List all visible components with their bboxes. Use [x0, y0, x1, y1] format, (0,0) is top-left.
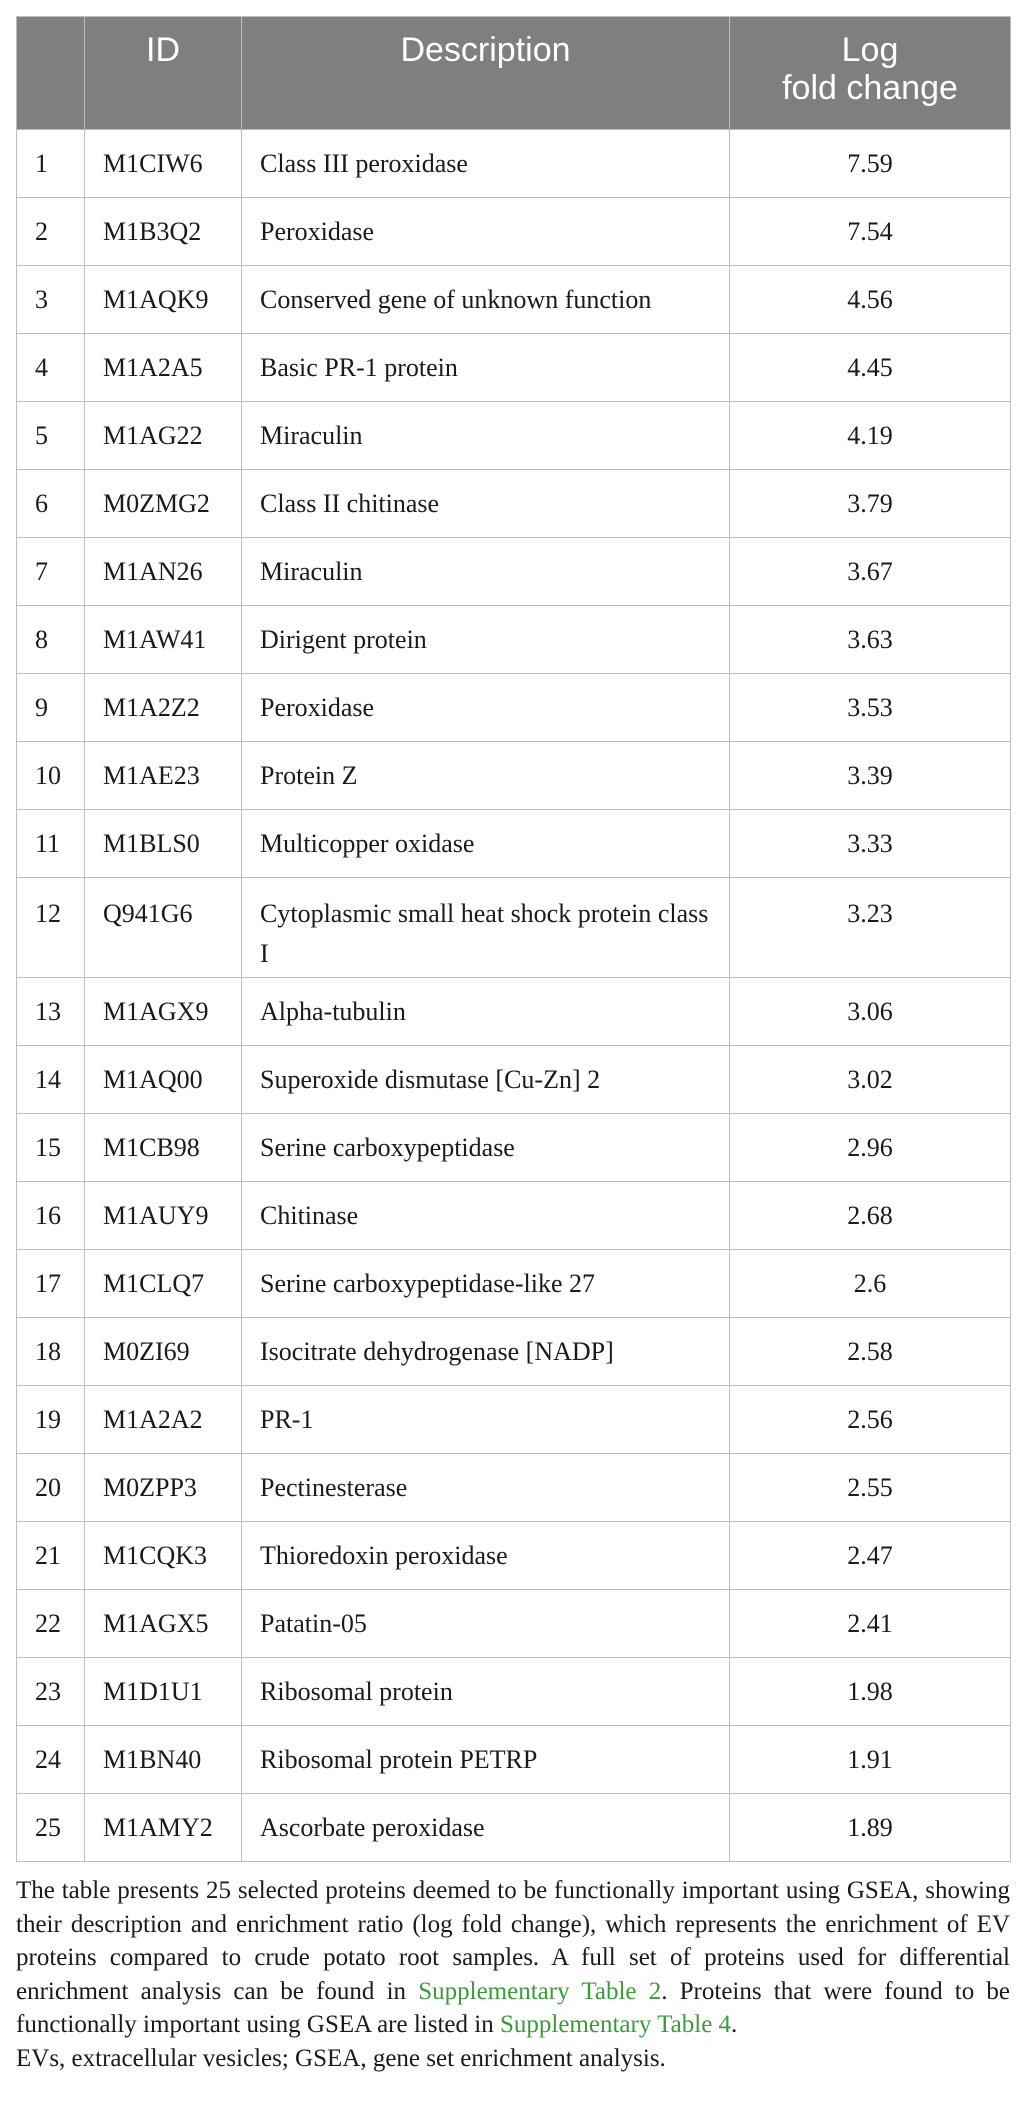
- protein-id: M1AW41: [85, 606, 242, 674]
- protein-description: Miraculin: [242, 538, 730, 606]
- row-index: 2: [17, 198, 85, 266]
- protein-description: Multicopper oxidase: [242, 810, 730, 878]
- protein-id: M0ZMG2: [85, 470, 242, 538]
- table-row: [17, 538, 1011, 606]
- log-fold-change: 3.33: [730, 810, 1011, 878]
- protein-description: Basic PR-1 protein: [242, 334, 730, 402]
- table-row: [17, 334, 1011, 402]
- log-fold-change: 3.79: [730, 470, 1011, 538]
- row-index: 3: [17, 266, 85, 334]
- caption-text: [16, 1874, 1010, 2042]
- row-index: 19: [17, 1386, 85, 1454]
- row-index: 18: [17, 1318, 85, 1386]
- log-fold-change: 7.54: [730, 198, 1011, 266]
- protein-table: [16, 16, 1011, 1862]
- table-row: [17, 606, 1011, 674]
- table-row: [17, 130, 1011, 198]
- table-row: [17, 1794, 1011, 1862]
- table-container: [16, 16, 1010, 2075]
- row-index: 8: [17, 606, 85, 674]
- protein-id: M1A2Z2: [85, 674, 242, 742]
- protein-id: M1B3Q2: [85, 198, 242, 266]
- table-row: [17, 1250, 1011, 1318]
- table-row: [17, 878, 1011, 978]
- protein-description: Protein Z: [242, 742, 730, 810]
- table-row: [17, 1454, 1011, 1522]
- protein-description: Superoxide dismutase [Cu-Zn] 2: [242, 1046, 730, 1114]
- log-fold-change: 3.67: [730, 538, 1011, 606]
- protein-id: M1A2A5: [85, 334, 242, 402]
- protein-description: Peroxidase: [242, 674, 730, 742]
- caption-abbreviations: EVs, extracellular vesicles; GSEA, gene set enrichment analysis.: [16, 2044, 666, 2072]
- protein-id: M1AQ00: [85, 1046, 242, 1114]
- protein-id: M1AMY2: [85, 1794, 242, 1862]
- row-index: 23: [17, 1658, 85, 1726]
- protein-id: M1BN40: [85, 1726, 242, 1794]
- table-row: [17, 1318, 1011, 1386]
- protein-description: Cytoplasmic small heat shock protein class I: [242, 878, 730, 978]
- log-fold-change: 4.19: [730, 402, 1011, 470]
- caption-part-2: . Proteins that were found to be functionally important using GSEA are listed in: [16, 1977, 1010, 2038]
- log-fold-change: 3.39: [730, 742, 1011, 810]
- log-fold-change: 3.63: [730, 606, 1011, 674]
- protein-id: M1CIW6: [85, 130, 242, 198]
- protein-description: Isocitrate dehydrogenase [NADP]: [242, 1318, 730, 1386]
- protein-id: M1AN26: [85, 538, 242, 606]
- log-fold-change: 2.41: [730, 1590, 1011, 1658]
- protein-description: Thioredoxin peroxidase: [242, 1522, 730, 1590]
- log-fold-change: 3.02: [730, 1046, 1011, 1114]
- table-row: [17, 1590, 1011, 1658]
- protein-id: M1AGX5: [85, 1590, 242, 1658]
- table-row: [17, 1046, 1011, 1114]
- header-id: ID: [85, 17, 242, 130]
- row-index: 17: [17, 1250, 85, 1318]
- row-index: 14: [17, 1046, 85, 1114]
- protein-description: Peroxidase: [242, 198, 730, 266]
- log-fold-change: 1.89: [730, 1794, 1011, 1862]
- log-fold-change: 2.68: [730, 1182, 1011, 1250]
- protein-description: PR-1: [242, 1386, 730, 1454]
- protein-description: Serine carboxypeptidase-like 27: [242, 1250, 730, 1318]
- row-index: 6: [17, 470, 85, 538]
- table-body: [17, 130, 1011, 1862]
- row-index: 24: [17, 1726, 85, 1794]
- table-row: [17, 810, 1011, 878]
- row-index: 25: [17, 1794, 85, 1862]
- protein-description: Alpha-tubulin: [242, 978, 730, 1046]
- protein-description: Chitinase: [242, 1182, 730, 1250]
- protein-id: M1AQK9: [85, 266, 242, 334]
- protein-id: Q941G6: [85, 878, 242, 978]
- log-fold-change: 2.55: [730, 1454, 1011, 1522]
- supplementary-table-2-link[interactable]: Supplementary Table 2: [418, 1977, 662, 2005]
- log-fold-change: 2.6: [730, 1250, 1011, 1318]
- caption-part-3: .: [731, 2011, 738, 2038]
- protein-description: Pectinesterase: [242, 1454, 730, 1522]
- protein-description: Miraculin: [242, 402, 730, 470]
- protein-description: Ascorbate peroxidase: [242, 1794, 730, 1862]
- table-header-row: [17, 17, 1011, 130]
- table-row: [17, 978, 1011, 1046]
- table-row: [17, 1658, 1011, 1726]
- protein-id: M1AE23: [85, 742, 242, 810]
- log-fold-change: 4.56: [730, 266, 1011, 334]
- protein-id: M1A2A2: [85, 1386, 242, 1454]
- protein-id: M1CLQ7: [85, 1250, 242, 1318]
- table-row: [17, 1386, 1011, 1454]
- table-caption: [16, 1874, 1010, 2075]
- log-fold-change: 3.23: [730, 878, 1011, 978]
- log-fold-change: 7.59: [730, 130, 1011, 198]
- protein-id: M1AUY9: [85, 1182, 242, 1250]
- protein-id: M1CQK3: [85, 1522, 242, 1590]
- protein-description: Serine carboxypeptidase: [242, 1114, 730, 1182]
- row-index: 9: [17, 674, 85, 742]
- log-fold-change: 3.53: [730, 674, 1011, 742]
- row-index: 4: [17, 334, 85, 402]
- log-fold-change: 1.98: [730, 1658, 1011, 1726]
- table-row: [17, 1114, 1011, 1182]
- row-index: 15: [17, 1114, 85, 1182]
- header-description: Description: [242, 17, 730, 130]
- table-row: [17, 266, 1011, 334]
- protein-description: Class II chitinase: [242, 470, 730, 538]
- protein-id: M1D1U1: [85, 1658, 242, 1726]
- row-index: 7: [17, 538, 85, 606]
- protein-description: Ribosomal protein: [242, 1658, 730, 1726]
- caption-part-1: The table presents 25 selected proteins deemed to be functionally important using GSEA, showing their description and enrichment ratio (log fold change), which represents the enrichment of EV proteins compared to crude potato root samples. A full set of proteins used for differential enrichment analysis can be found in: [16, 1877, 1010, 2005]
- row-index: 10: [17, 742, 85, 810]
- table-row: [17, 1726, 1011, 1794]
- log-fold-change: 2.47: [730, 1522, 1011, 1590]
- log-fold-change: 2.96: [730, 1114, 1011, 1182]
- log-fold-change: 4.45: [730, 334, 1011, 402]
- protein-id: M1AGX9: [85, 978, 242, 1046]
- log-fold-change: 1.91: [730, 1726, 1011, 1794]
- row-index: 21: [17, 1522, 85, 1590]
- protein-description: Conserved gene of unknown function: [242, 266, 730, 334]
- table-row: [17, 470, 1011, 538]
- protein-id: M1CB98: [85, 1114, 242, 1182]
- row-index: 5: [17, 402, 85, 470]
- protein-description: Ribosomal protein PETRP: [242, 1726, 730, 1794]
- log-fold-change: 3.06: [730, 978, 1011, 1046]
- row-index: 11: [17, 810, 85, 878]
- log-fold-change: 2.56: [730, 1386, 1011, 1454]
- protein-id: M1BLS0: [85, 810, 242, 878]
- row-index: 13: [17, 978, 85, 1046]
- protein-id: M0ZPP3: [85, 1454, 242, 1522]
- row-index: 16: [17, 1182, 85, 1250]
- row-index: 1: [17, 130, 85, 198]
- table-row: [17, 674, 1011, 742]
- table-row: [17, 1182, 1011, 1250]
- protein-id: M0ZI69: [85, 1318, 242, 1386]
- supplementary-table-4-link[interactable]: Supplementary Table 4: [499, 2011, 732, 2038]
- row-index: 22: [17, 1590, 85, 1658]
- table-row: [17, 198, 1011, 266]
- protein-description: Dirigent protein: [242, 606, 730, 674]
- table-row: [17, 402, 1011, 470]
- table-row: [17, 742, 1011, 810]
- table-row: [17, 1522, 1011, 1590]
- log-fold-change: 2.58: [730, 1318, 1011, 1386]
- protein-description: Class III peroxidase: [242, 130, 730, 198]
- protein-description: Patatin-05: [242, 1590, 730, 1658]
- header-log-fold-change: Log fold change: [730, 17, 1011, 130]
- header-index: [17, 17, 85, 130]
- row-index: 12: [17, 878, 85, 978]
- protein-id: M1AG22: [85, 402, 242, 470]
- row-index: 20: [17, 1454, 85, 1522]
